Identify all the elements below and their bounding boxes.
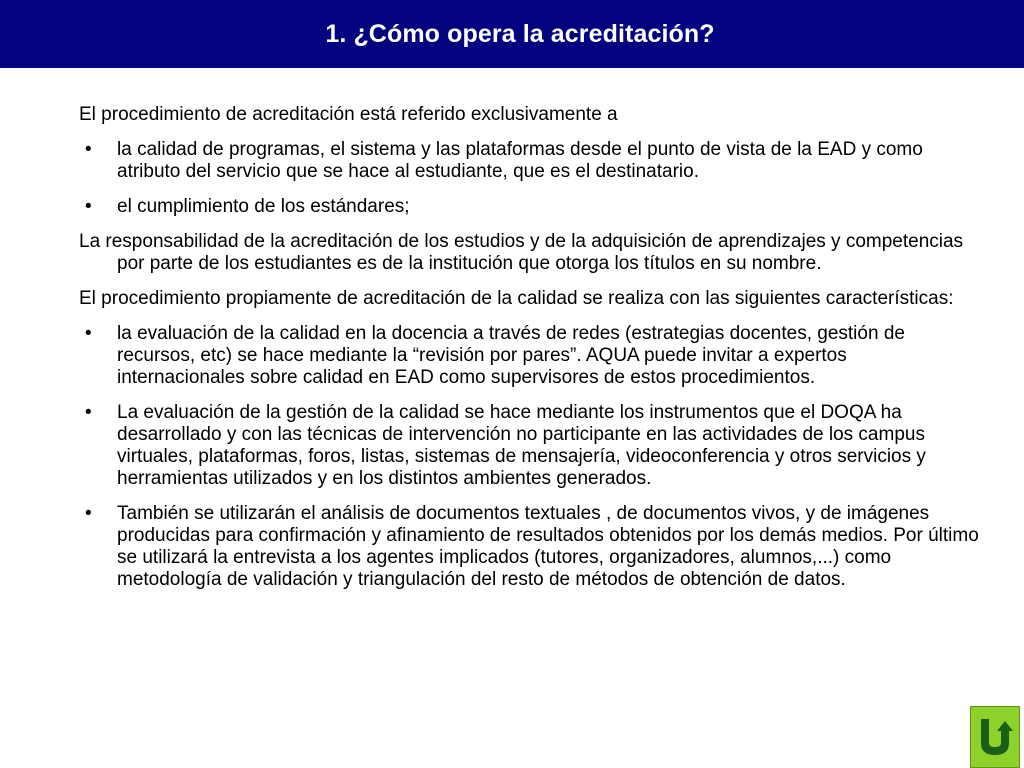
intro-paragraph: El procedimiento de acreditación está referido exclusivamente a: [79, 104, 618, 125]
bullet-mark: •: [85, 402, 92, 423]
procedure-paragraph: El procedimiento propiamente de acreditación de la calidad se realiza con las siguientes características:: [79, 288, 954, 309]
bullet-text: La evaluación de la gestión de la calidad se hace mediante los instrumentos que el DOQA ha desarrollado y con las técnicas de intervención no participante en las actividades de los campus virtuales, plataformas, foros, listas, sistemas de mensajería, videoconferencia y otros servicios y herramientas utilizados y en los distintos ambientes generados.: [117, 402, 926, 489]
bullet-item: [79, 402, 979, 490]
return-button[interactable]: [970, 706, 1020, 768]
bullet-mark: •: [85, 139, 92, 160]
bullet-text: el cumplimiento de los estándares;: [117, 196, 410, 217]
bullet-mark: •: [85, 503, 92, 524]
bullet-item: [79, 196, 979, 218]
bullet-item: [79, 503, 979, 591]
bullet-item: [79, 139, 979, 183]
slide-title: 1. ¿Cómo opera la acreditación?: [325, 19, 715, 48]
bullet-mark: •: [85, 323, 92, 344]
responsibility-paragraph: La responsabilidad de la acreditación de los estudios y de la adquisición de aprendizajes y competencias por parte de los estudiantes es de la institución que otorga los títulos en su nombre.: [79, 231, 964, 274]
bullet-item: [79, 323, 979, 389]
bullet-mark: •: [85, 196, 92, 217]
bullet-text: la evaluación de la calidad en la docencia a través de redes (estrategias docentes, gestión de recursos, etc) se hace mediante la “revisión por pares”. AQUA puede invitar a expertos internacionales sobre calidad en EAD como supervisores de estos procedimientos.: [117, 323, 905, 388]
slide-body: [79, 104, 979, 604]
bullet-text: También se utilizarán el análisis de documentos textuales , de documentos vivos, y de imágenes producidas para confirmación y afinamiento de resultados obtenidos por los demás medios. Por último se utilizará la entrevista a los agentes implicados (tutores, organizadores, alumnos,...) como metodología de validación y triangulación del resto de métodos de obtención de datos.: [117, 503, 979, 590]
title-bar: [0, 0, 1024, 68]
u-turn-return-icon: [977, 717, 1013, 759]
bullet-text: la calidad de programas, el sistema y las plataformas desde el punto de vista de la EAD y como atributo del servicio que se hace al estudiante, que es el destinatario.: [117, 139, 923, 182]
